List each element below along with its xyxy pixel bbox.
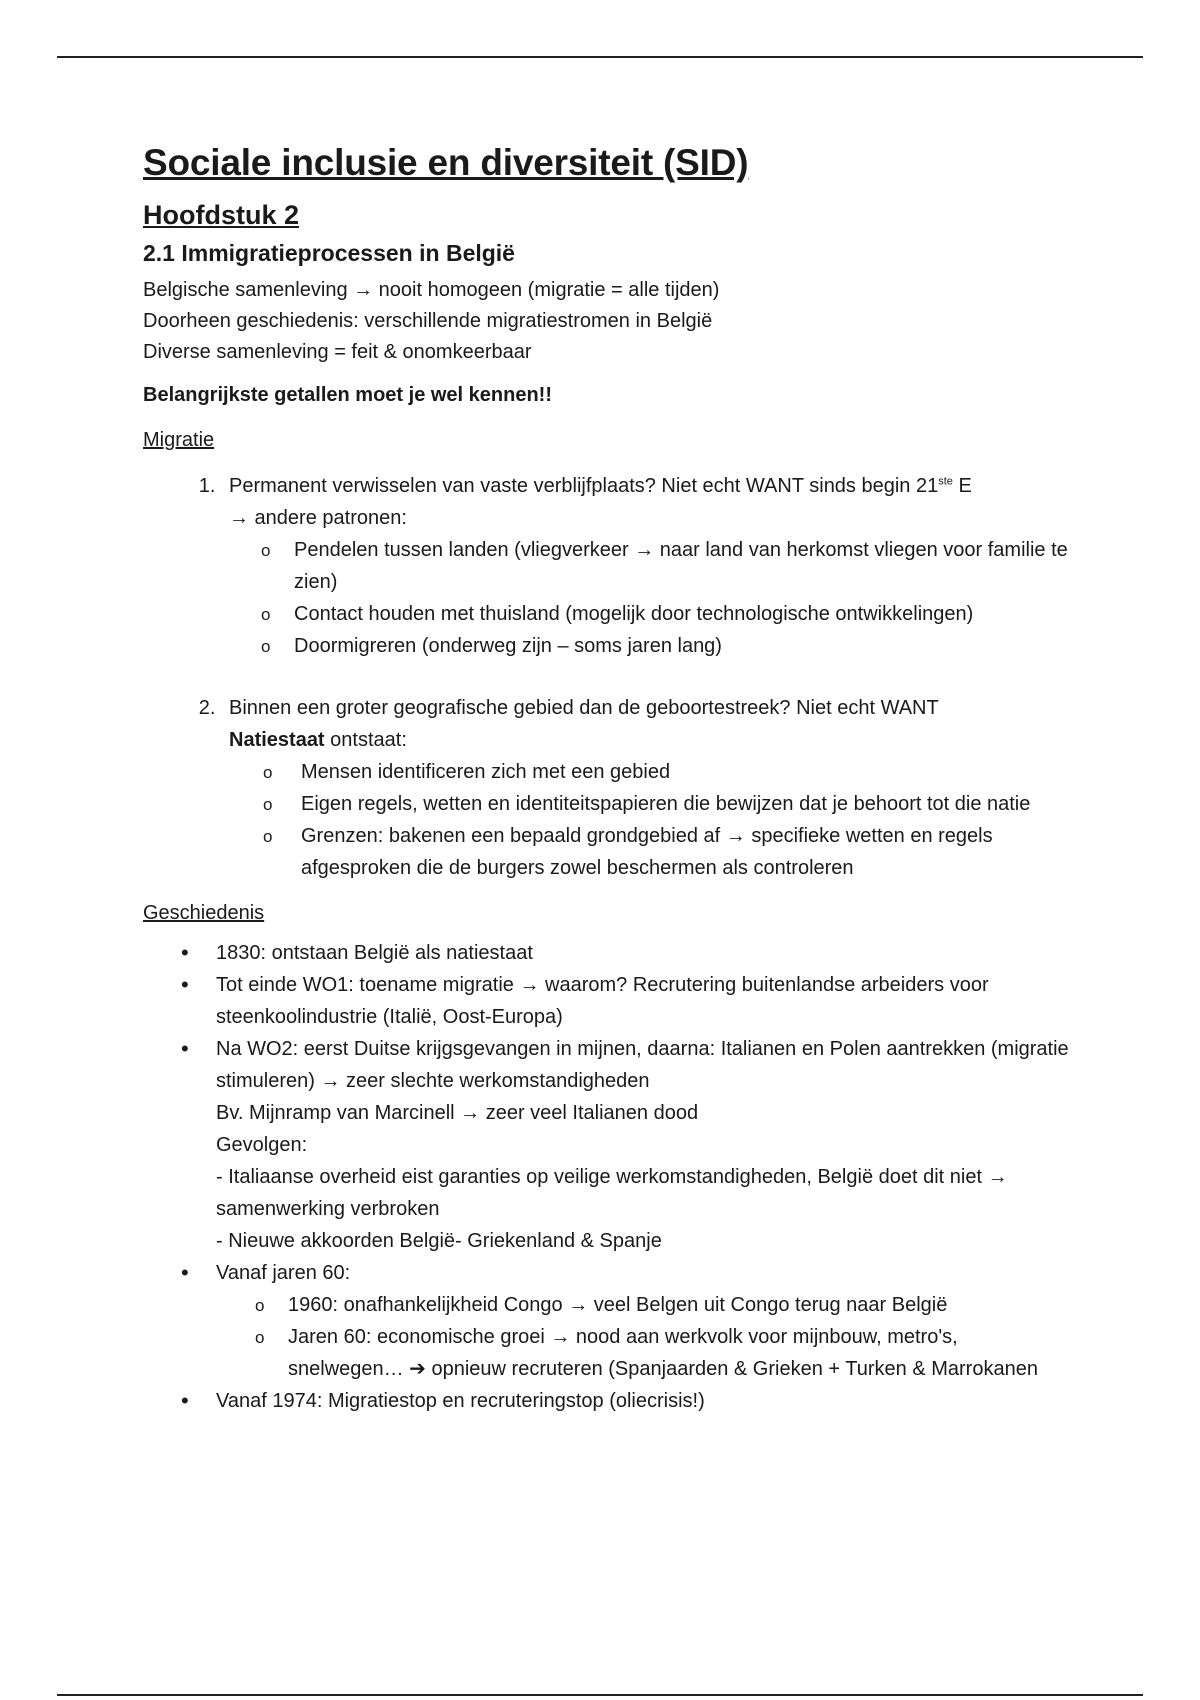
list-item: • Tot einde WO1: toename migratie → waarom? Recrutering buitenlandse arbeiders voor steenkoolindustrie (Italië, Oost-Europa) — [216, 969, 1073, 1033]
item-text: Gevolgen: — [216, 1134, 308, 1157]
geschiedenis-heading: Geschiedenis — [143, 902, 265, 925]
migratie-list — [143, 470, 1073, 884]
list-item — [221, 692, 1073, 884]
list-item — [221, 470, 1073, 662]
item-text: • Vanaf jaren 60: — [216, 1262, 351, 1285]
item-text: ontstaat: — [324, 729, 407, 752]
item-text: E — [952, 475, 972, 498]
intro-line: Doorheen geschiedenis: verschillende migratiestromen in België — [143, 310, 713, 333]
intro-line: Diverse samenleving = feit & onomkeerbaar — [143, 341, 532, 364]
footer-rule — [57, 1694, 1143, 1696]
list-item — [216, 1033, 1073, 1257]
sub-list-item: o Contact houden met thuisland (mogelijk door technologische ontwikkelingen) — [294, 598, 1073, 630]
migratie-heading: Migratie — [143, 429, 215, 452]
sub-list-item: o Jaren 60: economische groei → nood aan werkvolk voor mijnbouw, metro's, snelwegen… ➔ opnieuw recruteren (Spanjaarden & Grieken + Turken & Marrokanen — [288, 1321, 1073, 1385]
sub-list — [216, 1289, 1073, 1385]
header-rule — [57, 56, 1143, 58]
item-text: → andere patronen: — [229, 507, 407, 530]
sub-list-item: o 1960: onafhankelijkheid Congo → veel Belgen uit Congo terug naar België — [288, 1289, 1073, 1321]
item-text: Binnen een groter geografische gebied dan de geboortestreek? Niet echt WANT — [229, 697, 939, 720]
intro-line: Belgische samenleving → nooit homogeen (migratie = alle tijden) — [143, 279, 720, 302]
item-text: - Italiaanse overheid eist garanties op veilige werkomstandigheden, België doet dit niet → samenwerking verbroken — [216, 1166, 1008, 1221]
item-text: - Nieuwe akkoorden België- Griekenland & Spanje — [216, 1230, 662, 1253]
list-item: • 1830: ontstaan België als natiestaat — [216, 937, 1073, 969]
sub-list-item: o Doormigreren (onderweg zijn – soms jaren lang) — [294, 630, 1073, 662]
list-item — [216, 1257, 1073, 1385]
sub-list — [229, 756, 1073, 884]
document-title: Sociale inclusie en diversiteit (SID) — [143, 142, 749, 183]
sub-list-item: o Mensen identificeren zich met een gebied — [301, 756, 1073, 788]
sub-list-item: o Eigen regels, wetten en identiteitspapieren die bewijzen dat je behoort tot die natie — [301, 788, 1073, 820]
sub-list-item: o Grenzen: bakenen een bepaald grondgebied af → specifieke wetten en regels afgesproken die de burgers zowel beschermen als controleren — [301, 820, 1073, 884]
sub-list-item: o Pendelen tussen landen (vliegverkeer → naar land van herkomst vliegen voor familie te zien) — [294, 534, 1073, 598]
item-text: Permanent verwisselen van vaste verblijfplaats? Niet echt WANT sinds begin 21 — [229, 475, 939, 498]
item-text: Bv. Mijnramp van Marcinell → zeer veel Italianen dood — [216, 1102, 699, 1125]
item-text: • Na WO2: eerst Duitse krijgsgevangen in mijnen, daarna: Italianen en Polen aantrekken (migratie stimuleren) → zeer slechte werkomstandigheden — [216, 1038, 1069, 1093]
item-bold-term: Natiestaat — [229, 729, 325, 752]
sub-list — [229, 534, 1073, 662]
list-item: • Vanaf 1974: Migratiestop en recruteringstop (oliecrisis!) — [216, 1385, 1073, 1417]
important-note: Belangrijkste getallen moet je wel kennen!! — [143, 384, 553, 407]
document-page — [143, 140, 1073, 1417]
superscript: ste — [938, 475, 953, 488]
chapter-heading: Hoofdstuk 2 — [143, 200, 300, 231]
section-heading: 2.1 Immigratieprocessen in België — [143, 240, 515, 267]
geschiedenis-list — [143, 937, 1073, 1417]
